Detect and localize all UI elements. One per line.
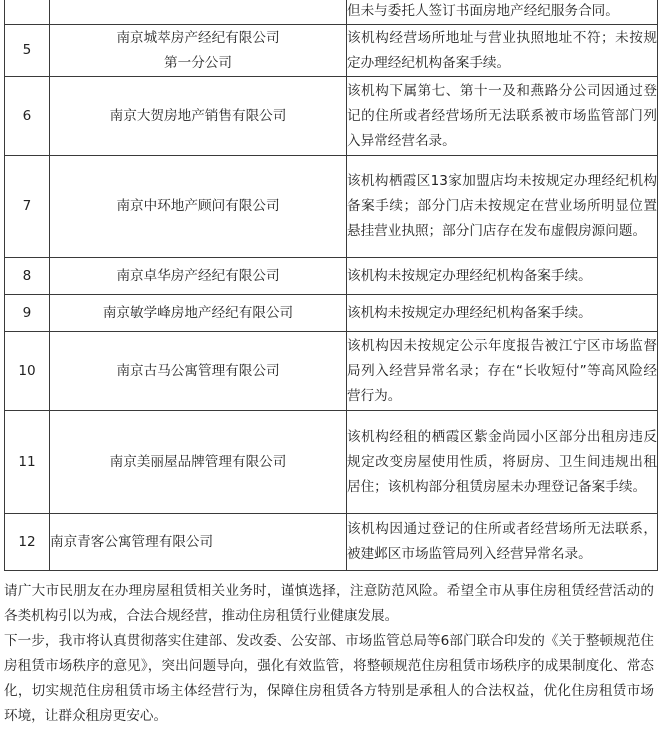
- company-name: 南京美丽屋品牌管理有限公司: [50, 411, 347, 514]
- company-name: 南京古马公寓管理有限公司: [50, 332, 347, 411]
- violation-reason: 该机构因未按规定公示年度报告被江宁区市场监督局列入经营异常名录；存在“长收短付”等高风险经营行为。: [347, 332, 658, 411]
- table-row: [5, 156, 658, 258]
- row-number: 12: [5, 514, 50, 571]
- advice-paragraph: 请广大市民朋友在办理房屋租赁相关业务时，谨慎选择，注意防范风险。希望全市从事住房租赁经营活动的各类机构引以为戒，合法合规经营，推动住房租赁行业健康发展。: [4, 583, 654, 624]
- row-number: [5, 0, 50, 25]
- row-number: 11: [5, 411, 50, 514]
- row-number: 6: [5, 77, 50, 156]
- violation-reason: 该机构下属第七、第十一及和燕路分公司因通过登记的住所或者经营场所无法联系被市场监管部门列入异常经营名录。: [347, 77, 658, 156]
- company-name: 南京敏学峰房地产经纪有限公司: [50, 295, 347, 332]
- violation-reason: 该机构经营场所地址与营业执照地址不符；未按规定办理经纪机构备案手续。: [347, 25, 658, 77]
- table-row: [5, 25, 658, 77]
- table-row: [5, 0, 658, 25]
- violation-reason: 该机构栖霞区13家加盟店均未按规定办理经纪机构备案手续；部分门店未按规定在营业场所明显位置悬挂营业执照；部分门店存在发布虚假房源问题。: [347, 156, 658, 258]
- row-number: 8: [5, 258, 50, 295]
- table-row: [5, 332, 658, 411]
- violation-reason: 该机构因通过登记的住所或者经营场所无法联系，被建邺区市场监管局列入经营异常名录。: [347, 514, 658, 571]
- row-number: 7: [5, 156, 50, 258]
- row-number: 10: [5, 332, 50, 411]
- violation-reason: 该机构经租的栖霞区紫金尚园小区部分出租房违反规定改变房屋使用性质，将厨房、卫生间违规出租居住；该机构部分租赁房屋未办理登记备案手续。: [347, 411, 658, 514]
- row-number: 9: [5, 295, 50, 332]
- table-row: [5, 514, 658, 571]
- violation-reason: 该机构未按规定办理经纪机构备案手续。: [347, 295, 658, 332]
- row-number: 5: [5, 25, 50, 77]
- company-name: 南京青客公寓管理有限公司: [50, 514, 347, 571]
- violations-table: [4, 0, 658, 571]
- company-name: 南京卓华房产经纪有限公司: [50, 258, 347, 295]
- table-row: [5, 411, 658, 514]
- company-name: 南京中环地产顾问有限公司: [50, 156, 347, 258]
- article-body: [4, 579, 654, 729]
- table-row: [5, 77, 658, 156]
- violation-reason: 但未与委托人签订书面房地产经纪服务合同。: [347, 0, 658, 25]
- company-name: [50, 0, 347, 25]
- company-name: 南京城萃房产经纪有限公司 第一分公司: [50, 25, 347, 77]
- next-steps-paragraph: 下一步，我市将认真贯彻落实住建部、发改委、公安部、市场监管总局等6部门联合印发的《关于整顿规范住房租赁市场秩序的意见》，突出问题导向，强化有效监管，将整顿规范住房租赁市场秩序的成果制度化、常态化，切实规范住房租赁市场主体经营行为，保障住房租赁各方特别是承租人的合法权益，优化住房租赁市场环境，让群众租房更安心。: [4, 633, 654, 724]
- company-name: 南京大贺房地产销售有限公司: [50, 77, 347, 156]
- table-row: [5, 295, 658, 332]
- table-row: [5, 258, 658, 295]
- violation-reason: 该机构未按规定办理经纪机构备案手续。: [347, 258, 658, 295]
